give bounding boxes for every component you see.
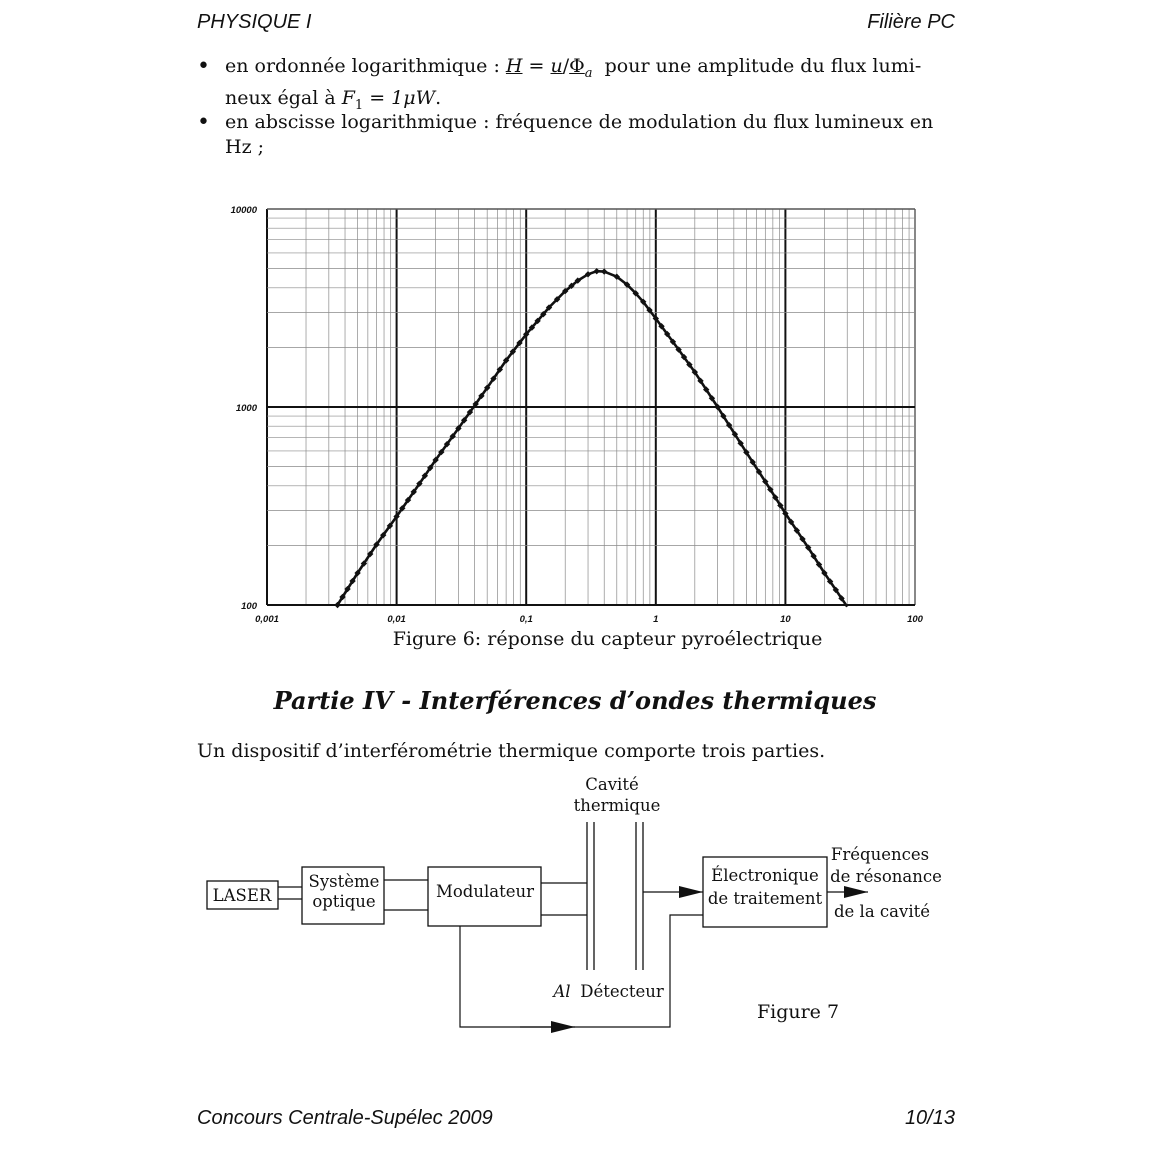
x-tick-label: 0,01 [387, 614, 406, 625]
frequences-label-1: Fréquences [830, 845, 930, 864]
y-tick-label: 1000 [235, 403, 257, 414]
detecteur-label: Détecteur [580, 982, 664, 1001]
intro-paragraph: Un dispositif d’interférométrie thermique comporte trois parties. [197, 740, 826, 762]
x-tick-label: 1 [653, 614, 659, 625]
series-line [338, 271, 848, 607]
formula-phi: Φ [569, 55, 585, 77]
section-title: Partie IV - Interférences d’ondes thermiques [273, 686, 877, 715]
x-tick-label: 0,001 [255, 614, 279, 625]
formula-F-sub: 1 [354, 97, 364, 113]
header-right: Filière PC [867, 11, 955, 33]
laser-label: LASER [212, 886, 272, 905]
formula-F: F [341, 86, 355, 109]
y-tick-label: 100 [241, 601, 257, 612]
reference-path [460, 915, 703, 1027]
cavite-label-1: Cavité [585, 775, 639, 794]
footer-right: 10/13 [904, 1107, 955, 1129]
bullet-dot: • [197, 54, 210, 79]
bullet-ordinate-line2: neux égal à [225, 86, 336, 109]
chart-series [334, 268, 847, 608]
chart-grid [267, 209, 915, 605]
x-tick-label: 10 [780, 614, 791, 625]
bullet-abscissa-line1: en abscisse logarithmique : fréquence de modulation du flux lumineux en [225, 111, 934, 133]
formula-slash: / [562, 55, 570, 77]
bullet-dot: • [197, 110, 210, 135]
header-left: PHYSIQUE I [197, 11, 312, 33]
modulateur-label: Modulateur [435, 882, 535, 901]
formula-F-value: = 1μW [369, 86, 436, 109]
al-label: Al [553, 982, 571, 1001]
bullet-abscissa-line2: Hz ; [225, 136, 265, 158]
systeme-label-2: optique [312, 892, 376, 911]
x-tick-label: 0,1 [519, 614, 533, 625]
formula-u: u [550, 55, 563, 77]
formula-end: . [435, 86, 442, 109]
bullet-ordinate [197, 54, 957, 118]
formula-H: H [505, 55, 523, 77]
bullet-ordinate-prefix: en ordonnée logarithmique : [225, 55, 500, 77]
electronique-label-1: Électronique [711, 866, 819, 885]
systeme-label-1: Système [308, 872, 380, 891]
footer-left: Concours Centrale-Supélec 2009 [197, 1107, 493, 1129]
formula-phi-sub: a [584, 65, 593, 81]
formula-eq: = [528, 55, 545, 77]
figure6-chart [200, 195, 940, 635]
y-tick-label: 10000 [230, 205, 257, 216]
figure7-caption: Figure 7 [756, 1001, 840, 1023]
bullet-abscissa [197, 110, 957, 160]
figure7-diagram [0, 765, 1152, 1045]
series-marker [594, 268, 600, 274]
x-tick-label: 100 [907, 614, 923, 625]
frequences-label-3: de la cavité [833, 902, 931, 921]
figure6-caption: Figure 6: réponse du capteur pyroélectrique [392, 628, 823, 650]
chart-ticks [231, 205, 924, 625]
frequences-label-2: de résonance [830, 867, 942, 886]
electronique-label-2: de traitement [707, 889, 823, 908]
cavite-label-2: thermique [573, 796, 661, 815]
bullet-ordinate-suffix: pour une amplitude du flux lumi- [604, 55, 922, 77]
